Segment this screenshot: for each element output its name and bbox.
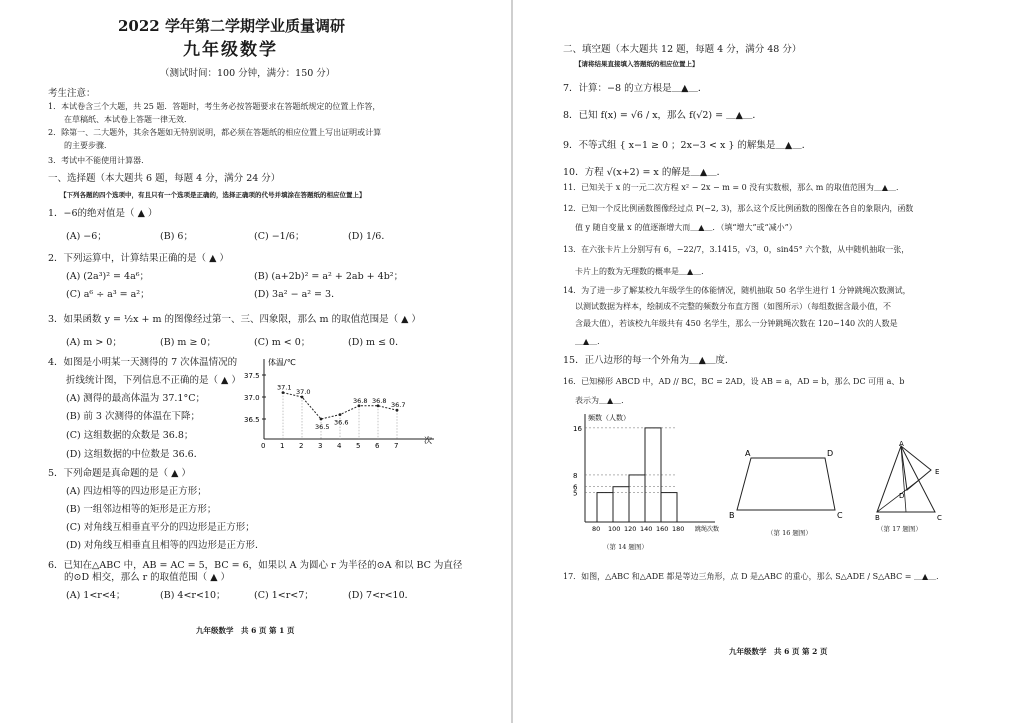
q4-option-c: (C) 这组数据的众数是 36.8； xyxy=(66,430,194,441)
q17: 17．如图，△ABC 和△ADE 都是等边三角形，点 D 是△ABC 的重心，那么 S△ADE / S△ABC = ＿▲＿． xyxy=(563,572,945,581)
histogram-bar xyxy=(597,493,613,522)
q3-option-a: (A) m > 0； xyxy=(66,337,122,348)
q13: 13．在六张卡片上分别写有 6，−22/7，3.1415，√3，0，sin45° 六个数，从中随机抽取一张， xyxy=(563,245,910,254)
origin-label: 0 xyxy=(261,442,266,450)
y-tick-label: 6 xyxy=(573,483,578,492)
data-point xyxy=(396,409,399,412)
notice-title: 考生注意： xyxy=(48,88,96,99)
q11: 11．已知关于 x 的一元二次方程 x² − 2x − m = 0 没有实数根，那么 m 的取值范围为＿▲＿． xyxy=(563,183,905,192)
y-tick-label: 37.5 xyxy=(244,372,260,380)
q12: 12．已知一个反比例函数图像经过点 P(−2, 3)，那么这个反比例函数的图像在各自的象限内，函数 xyxy=(563,204,914,213)
y-tick-label: 16 xyxy=(573,424,582,433)
histogram-bar xyxy=(613,487,629,522)
data-point xyxy=(377,404,380,407)
fig17-caption: （第 17 题图） xyxy=(877,525,922,533)
fig16-label-d: D xyxy=(827,449,834,458)
fig17-label-e: E xyxy=(935,468,940,476)
histogram-bar xyxy=(629,475,645,522)
q5-option-a: (A) 四边相等的四边形是正方形； xyxy=(66,486,207,497)
q6-stem: 6．已知在△ABC 中，AB = AC = 5，BC = 6，如果以 A 为圆心 r 为半径的⊙A 和以 BC 为直径 xyxy=(48,560,463,571)
q5-stem: 5．下列命题是真命题的是（ ▲ ） xyxy=(48,468,191,479)
y-tick-label: 8 xyxy=(573,471,578,480)
notice-line-3: 2．除第一、二大题外，其余各题如无特别说明，都必须在答题纸的相应位置上写出证明或计算 xyxy=(48,128,382,137)
x-tick-label: 100 xyxy=(608,525,621,533)
q1-option-c: (C) −1/6； xyxy=(254,231,305,242)
fig16-label-b: B xyxy=(729,511,735,520)
section1-note: 【下列各题的四个选项中，有且只有一个选项是正确的，选择正确项的代号并填涂在答题纸的相应位置上】 xyxy=(60,191,366,199)
data-label: 37.1 xyxy=(277,383,292,392)
q3-option-d: (D) m ≤ 0． xyxy=(348,337,405,348)
x-tick-label: 160 xyxy=(656,525,669,533)
trapezoid-figure xyxy=(729,442,849,522)
data-label: 36.7 xyxy=(391,401,406,410)
q2-stem: 2．下列运算中，计算结果正确的是（ ▲ ） xyxy=(48,253,229,264)
q15: 15．正八边形的每一个外角为＿▲＿度． xyxy=(563,355,735,366)
q3-option-b: (B) m ≥ 0； xyxy=(160,337,216,348)
q1-option-b: (B) 6； xyxy=(160,231,193,242)
data-point xyxy=(339,413,342,416)
triangles-figure xyxy=(875,440,965,520)
section2-note: 【请将结果直接填入答题纸的相应位置上】 xyxy=(575,60,699,68)
q9: 9．不等式组 { x−1 ≥ 0 ；2x−3 < x } 的解集是＿▲＿． xyxy=(563,140,812,151)
exam-title: 2022 学年第二学期学业质量调研 xyxy=(118,17,345,35)
q16: 16．已知梯形 ABCD 中，AD // BC，BC = 2AD，设 AB = a，AD = b，那么 DC 可用 a、b xyxy=(563,377,905,386)
q6-option-d: (D) 7<r<10． xyxy=(348,590,415,601)
x-tick-label: 5 xyxy=(356,442,361,450)
q4-stem: 4．如图是小明某一天测得的 7 次体温情况的 xyxy=(48,357,238,368)
x-tick-label: 140 xyxy=(640,525,653,533)
x-tick-label: 2 xyxy=(299,442,304,450)
q1-stem: 1．−6的绝对值是（ ▲ ） xyxy=(48,208,158,219)
q14-line-3: 含最大值），若该校九年级共有 450 名学生，那么一分钟跳绳次数在 120~140 次的人数是 xyxy=(575,319,898,328)
fig16-label-c: C xyxy=(837,511,843,520)
x-tick-label: 180 xyxy=(672,525,685,533)
x-tick-label: 4 xyxy=(337,442,342,450)
q3-stem: 3．如果函数 y = ½x + m 的图像经过第一、三、四象限，那么 m 的取值范围是（ ▲ ） xyxy=(48,314,421,325)
q4-option-a: (A) 测得的最高体温为 37.1°C； xyxy=(66,393,205,404)
q8: 8．已知 f(x) = √6 / x，那么 f(√2) = ＿▲＿． xyxy=(563,110,762,121)
x-tick-label: 120 xyxy=(624,525,637,533)
section1-title: 一、选择题（本大题共 6 题，每题 4 分，满分 24 分） xyxy=(48,173,281,184)
data-label: 36.6 xyxy=(334,418,349,427)
section2-title: 二、填空题（本大题共 12 题，每题 4 分，满分 48 分） xyxy=(563,44,802,55)
data-point xyxy=(282,391,285,394)
fig16-label-a: A xyxy=(745,449,751,458)
q4-option-b: (B) 前 3 次测得的体温在下降； xyxy=(66,411,200,422)
triangle-ade xyxy=(901,446,931,490)
data-point xyxy=(320,418,323,421)
fig17-label-c: C xyxy=(937,514,942,520)
notice-line-2: 在草稿纸、本试卷上答题一律无效． xyxy=(64,115,192,124)
q3-option-c: (C) m < 0； xyxy=(254,337,311,348)
x-axis-label: 跳绳次数 xyxy=(695,526,720,533)
q7: 7．计算：−8 的立方根是＿▲＿． xyxy=(563,83,708,94)
q6-option-a: (A) 1<r<4； xyxy=(66,590,126,601)
data-label: 36.8 xyxy=(353,396,368,405)
q1-option-d: (D) 1/6． xyxy=(348,231,391,242)
y-axis-label: 频数（人数） xyxy=(588,414,630,422)
data-label: 36.5 xyxy=(315,423,330,431)
fig14-caption: （第 14 题图） xyxy=(603,543,648,551)
x-axis-label: 次 xyxy=(424,436,432,445)
fig17-label-b: B xyxy=(875,514,880,520)
q6-option-b: (B) 4<r<10； xyxy=(160,590,226,601)
x-tick-label: 3 xyxy=(318,442,323,450)
q4-option-d: (D) 这组数据的中位数是 36.6． xyxy=(66,449,204,460)
y-tick-label: 37.0 xyxy=(244,394,260,402)
x-tick-label: 6 xyxy=(375,442,380,450)
fig17-label-a: A xyxy=(899,440,904,448)
q14-line-4: ＿▲＿． xyxy=(575,337,606,346)
exam-page-2 xyxy=(513,0,1024,723)
q14-line-2: 以测试数据为样本，绘制成不完整的频数分布直方图（如图所示）（每组数据含最小值，不 xyxy=(575,302,891,311)
temperature-line-chart xyxy=(244,355,444,450)
data-point xyxy=(358,404,361,407)
notice-line-1: 1．本试卷含三个大题，共 25 题．答题时，考生务必按答题要求在答题纸规定的位置上作答， xyxy=(48,102,381,111)
fig17-label-d: D xyxy=(899,492,905,500)
x-tick-label: 1 xyxy=(280,442,285,450)
notice-line-5: 3．考试中不能使用计算器． xyxy=(48,156,150,165)
x-tick-label: 80 xyxy=(592,525,601,533)
q6-stem-2: 的⊙D 相交，那么 r 的取值范围（ ▲ ） xyxy=(64,572,231,583)
q2-option-b: (B) (a+2b)² = a² + 2ab + 4b²； xyxy=(254,271,404,282)
notice-line-4: 的主要步骤． xyxy=(64,141,112,150)
data-label: 36.8 xyxy=(372,396,387,405)
data-label: 37.0 xyxy=(296,388,311,396)
fig16-caption: （第 16 题图） xyxy=(767,529,812,537)
page-2-footer: 九年级数学 共 6 页 第 2 页 xyxy=(729,647,828,656)
q5-option-d: (D) 对角线互相垂直且相等的四边形是正方形． xyxy=(66,540,265,551)
y-tick-label: 36.5 xyxy=(244,416,260,424)
q10: 10．方程 √(x+2) = x 的解是＿▲＿． xyxy=(563,167,727,178)
trapezoid-abcd xyxy=(737,458,835,510)
time-note: （测试时间：100 分钟，满分：150 分） xyxy=(160,68,336,79)
q12-line-2: 值 y 随自变量 x 的值逐渐增大而＿▲＿．（填“增大”或“减小”） xyxy=(575,223,797,232)
q2-option-d: (D) 3a² − a² = 3． xyxy=(254,289,341,300)
q13-line-2: 卡片上的数为无理数的概率是＿▲＿． xyxy=(575,267,710,276)
exam-subtitle: 九年级数学 xyxy=(183,40,278,60)
page-1-footer: 九年级数学 共 6 页 第 1 页 xyxy=(196,626,295,635)
q16-line-2: 表示为＿▲＿． xyxy=(575,396,630,405)
jump-rope-histogram xyxy=(565,412,725,540)
q1-option-a: (A) −6； xyxy=(66,231,107,242)
x-tick-label: 7 xyxy=(394,442,399,450)
q4-stem-2: 折线统计图，下列信息不正确的是（ ▲ ） xyxy=(66,375,241,386)
q2-option-a: (A) (2a³)² = 4a⁶； xyxy=(66,271,150,282)
q14: 14．为了进一步了解某校九年级学生的体能情况，随机抽取 50 名学生进行 1 分钟跳绳次数测试， xyxy=(563,286,911,295)
y-tick-label: 5 xyxy=(573,489,578,498)
q2-option-c: (C) a⁶ ÷ a³ = a²； xyxy=(66,289,150,300)
data-point xyxy=(301,396,304,399)
q5-option-b: (B) 一组邻边相等的矩形是正方形； xyxy=(66,504,217,515)
histogram-bar xyxy=(661,493,677,522)
q5-option-c: (C) 对角线互相垂直平分的四边形是正方形； xyxy=(66,522,255,533)
y-axis-label: 体温/℃ xyxy=(268,358,296,367)
q6-option-c: (C) 1<r<7； xyxy=(254,590,314,601)
